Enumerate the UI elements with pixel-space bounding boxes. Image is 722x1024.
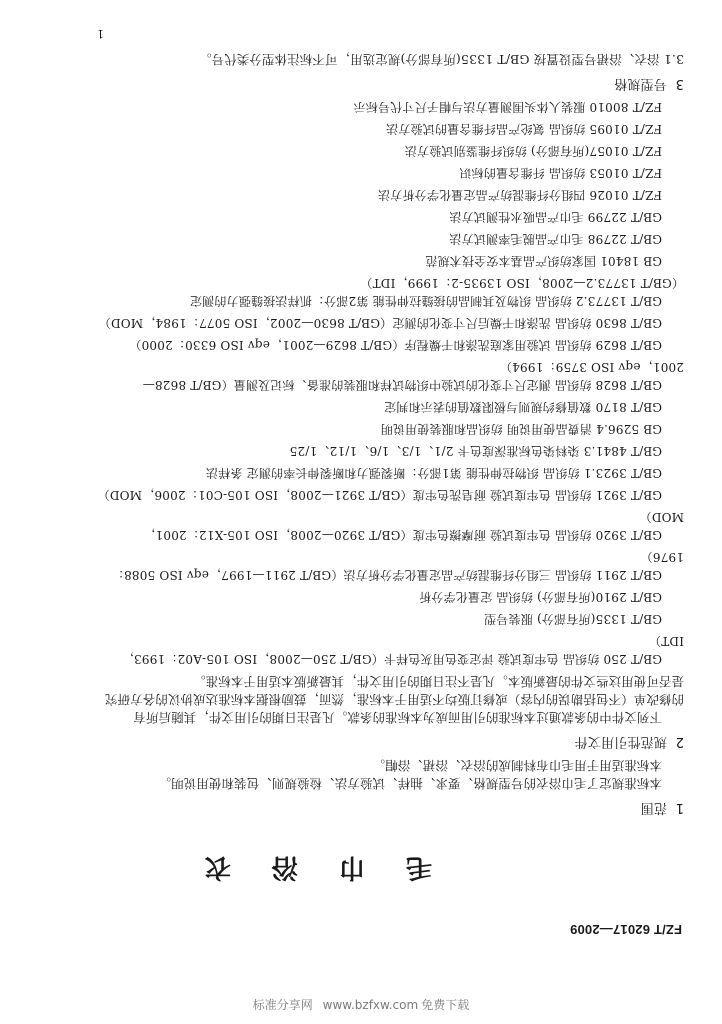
reference-line: GB/T 2911 纺织品 三组分纤维混纺产品定量化学分析方法（GB/T 2911—1997，eqv ISO 5088： bbox=[111, 568, 662, 582]
normative-intro-line-1: 下列文件中的条款通过本标准的引用而成为本标准的条款。凡是注日期的引用文件，其随后所有 bbox=[133, 710, 662, 725]
reference-line: GB/T 4841.3 染料染色标准深度色卡 2/1、1/3、1/6、1/12、1/25 bbox=[289, 444, 662, 458]
scope-line-1: 本标准规定了毛巾浴衣的号型规格、要求、抽样、试验方法、检验规则、包装和使用说明。 bbox=[158, 776, 662, 791]
reference-line: GB/T 8628 纺织品 测定尺寸变化的试验中织物试样和服装的准备、标记及测量（GB/T 8628— bbox=[142, 378, 662, 392]
reference-line: IDT） bbox=[648, 634, 684, 648]
footer-site-url[interactable]: www.bzfxw.com bbox=[322, 998, 419, 1012]
section-2-heading: 2 规范性引用文件 bbox=[574, 734, 684, 749]
scope-line-2: 本标准适用于用毛巾布料制成的浴衣、浴裙、浴帽。 bbox=[372, 758, 662, 773]
reference-line: GB/T 22799 毛巾产品吸水性测试方法 bbox=[449, 210, 662, 224]
reference-line: GB/T 8629 纺织品 试验用家庭洗涤和干燥程序（GB/T 8629—2001，eqv ISO 6330：2000） bbox=[129, 338, 662, 352]
section-1-heading: 1 范围 bbox=[640, 800, 684, 815]
reference-line: FZ/T 01053 纺织品 纤维含量的标识 bbox=[459, 166, 662, 180]
footer-download-label: 免费下载 bbox=[421, 998, 470, 1012]
reference-line: GB/T 3923.1 纺织品 织物拉伸性能 第1部分：断裂强力和断裂伸长率的测定 条样法 bbox=[205, 466, 662, 480]
section-3-1-text: 3.1 浴衣、浴裙号型设置按 GB/T 1335(所有部分)规定选用，可不标注体型分类代号。 bbox=[198, 52, 684, 67]
document-title: 毛 巾 浴 衣 bbox=[188, 852, 432, 882]
reference-line: GB/T 13773.2 纺织品 织物及其制品的接缝拉伸性能 第2部分：抓样法接缝强力的测定 bbox=[189, 294, 662, 308]
watermark-footer bbox=[0, 996, 722, 1013]
reference-line: FZ/T 01057(所有部分) 纺织纤维鉴别试验方法 bbox=[404, 144, 662, 158]
reference-line: 1976） bbox=[640, 550, 684, 564]
reference-line: FZ/T 01026 四组分纤维混纺产品定量化学分析方法 bbox=[377, 188, 662, 202]
reference-line: GB/T 2910(所有部分) 纺织品 定量化学分析 bbox=[419, 590, 662, 604]
reference-line: GB/T 3921 纺织品 色牢度试验 耐皂洗色牢度（GB/T 3921—2008，ISO 105-C01：2006，MOD） bbox=[97, 488, 662, 502]
reference-line: GB 18401 国家纺织产品基本安全技术规范 bbox=[425, 254, 662, 268]
reference-line: GB/T 22798 毛巾产品脱毛率测试方法 bbox=[449, 232, 662, 246]
normative-intro-line-2: 的修改单（不包括勘误的内容）或修订版均不适用于本标准，然而，鼓励根据本标准达成协议的各方研究 bbox=[104, 692, 684, 707]
standard-number: FZ/T 62017—2009 bbox=[569, 922, 682, 937]
section-3-heading: 3 号型规格 bbox=[614, 76, 684, 91]
reference-line: GB/T 8170 数值修约规则与极限数值的表示和判定 bbox=[383, 400, 662, 414]
reference-line: FZ/T 01095 纺织品 氨纶产品纤维含量的试验方法 bbox=[386, 122, 662, 136]
reference-line: GB/T 250 纺织品 色牢度试验 评定变色用灰色样卡（GB/T 250—2008，ISO 105-A02：1993， bbox=[121, 652, 662, 666]
footer-site-name: 标准分享网 bbox=[252, 998, 313, 1012]
reference-line: FZ/T 80010 服装人体头围测量方法与帽子尺寸代号标示 bbox=[353, 100, 662, 114]
reference-line: GB/T 8630 纺织品 洗涤和干燥后尺寸变化的测定（GB/T 8630—2002，ISO 5077：1984，MOD） bbox=[98, 316, 662, 330]
reference-line: MOD） bbox=[639, 510, 684, 524]
page-number: 1 bbox=[96, 27, 104, 40]
reference-line: GB 5296.4 消费品使用说明 纺织品和服装使用说明 bbox=[380, 422, 662, 436]
normative-intro-line-3: 是否可使用这些文件的最新版本。凡是不注日期的引用文件，其最新版本适用于本标准。 bbox=[192, 674, 684, 689]
reference-line: GB/T 1335(所有部分) 服装号型 bbox=[484, 612, 662, 626]
reference-line: 2001，eqv ISO 3759：1994） bbox=[499, 360, 684, 374]
reference-line: GB/T 3920 纺织品 色牢度试验 耐摩擦色牢度（GB/T 3920—2008，ISO 105-X12：2001， bbox=[143, 528, 662, 542]
reference-line: （GB/T 13773.2—2008，ISO 13935-2：1999，IDT） bbox=[360, 276, 684, 290]
